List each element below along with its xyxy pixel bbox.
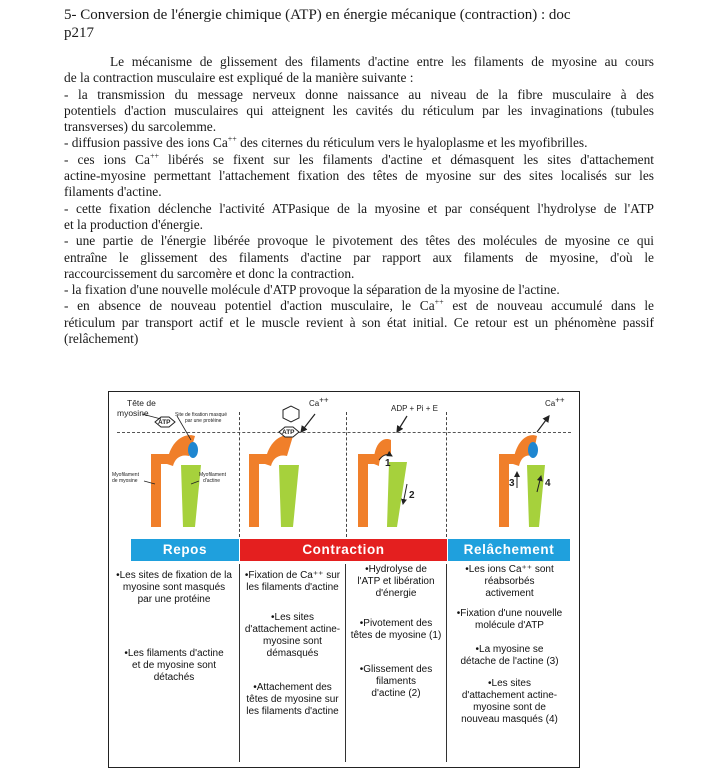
label-act-line-2: d'actine bbox=[203, 478, 221, 484]
contraction2-item-1 bbox=[348, 564, 444, 600]
p4-line-2: et la production d'énergie. bbox=[64, 216, 203, 232]
contraction1-item-1-line-1: •Fixation de Ca⁺⁺ sur bbox=[244, 570, 341, 581]
contraction1-item-3-line-3: les filaments d'actine bbox=[246, 706, 339, 717]
p3-line-1 bbox=[64, 152, 654, 168]
contraction1-item-2-line-1: •Les sites bbox=[271, 612, 314, 623]
p1-line-3: transverses) du sarcolemme. bbox=[64, 119, 217, 135]
contraction1-item-2-line-4: démasqués bbox=[266, 648, 319, 659]
contraction1-item-3 bbox=[242, 682, 343, 718]
contraction1-item-3-line-2: têtes de myosine sur bbox=[246, 694, 339, 705]
intro-line-1: Le mécanisme de glissement des filaments d'actine entre les filaments de myosine au cours bbox=[110, 54, 654, 69]
label-myo-line-1: Myofilament bbox=[112, 472, 139, 478]
p7-sup: ++ bbox=[434, 297, 444, 307]
relachement-item-3 bbox=[449, 644, 570, 668]
repos-item-1 bbox=[111, 570, 237, 606]
calcium-sup: ++ bbox=[555, 395, 565, 405]
panel-relachement-drawing bbox=[499, 416, 549, 527]
relachement-item-1-line-2: réabsorbés bbox=[484, 576, 535, 587]
repos-item-1-line-3: par une protéine bbox=[137, 594, 211, 605]
label-tete-myosine bbox=[117, 398, 156, 418]
myosin-filament bbox=[499, 454, 517, 527]
p7-line-1 bbox=[64, 298, 654, 314]
label-atp-2: ATP bbox=[282, 429, 295, 436]
step-number-1: 1 bbox=[385, 458, 391, 469]
contraction2-item-2 bbox=[348, 618, 444, 642]
calcium-arrow bbox=[301, 414, 315, 432]
band-contraction: Contraction bbox=[240, 539, 447, 561]
p5-line-1: - une partie de l'énergie libérée provoque le pivotement des têtes des molécules de myosine ce qui bbox=[64, 233, 654, 249]
myosin-filament bbox=[358, 454, 376, 527]
binding-site-protein bbox=[528, 442, 538, 458]
p7-text-a: - en absence de nouveau potentiel d'action musculaire, le Ca bbox=[64, 298, 435, 314]
column-contraction-1 bbox=[240, 564, 345, 764]
label-calcium-2 bbox=[545, 395, 565, 408]
label-calcium-1 bbox=[309, 395, 329, 408]
contraction1-item-2-line-3: myosine sont bbox=[263, 636, 322, 647]
calcium-reabsorb-arrow bbox=[537, 416, 549, 432]
p2-sup: ++ bbox=[227, 135, 237, 145]
p3-line-3: filaments d'actine. bbox=[64, 184, 162, 200]
p6-line-1: - la fixation d'une nouvelle molécule d'ATP provoque la séparation de la myosine de l'actine. bbox=[64, 282, 560, 298]
repos-item-1-line-1: •Les sites de fixation de la bbox=[116, 570, 232, 581]
contraction2-item-1-line-1: •Hydrolyse de bbox=[365, 564, 427, 575]
myosin-filament bbox=[249, 454, 267, 527]
repos-item-1-line-2: myosine sont masqués bbox=[122, 582, 226, 593]
label-tete-line-1: Tête de bbox=[127, 398, 156, 408]
p3-line-2: actine-myosine permettant l'attachement fixation des têtes de myosine sur des sites localisés sur les bbox=[64, 168, 654, 184]
step-number-2: 2 bbox=[409, 490, 415, 501]
step-number-3: 3 bbox=[509, 478, 515, 489]
p7-line-2: réticulum par transport actif et le muscle revient à son état initial. Ce retour est un phénomène passif bbox=[64, 314, 654, 330]
contraction1-item-1-line-2: les filaments d'actine bbox=[246, 582, 339, 593]
p5-line-2: entraîne le glissement des filaments d'actine par rapport aux filaments de myosine, d'où le bbox=[64, 249, 654, 265]
contraction1-item-1 bbox=[242, 570, 343, 594]
relachement-item-4-line-3: myosine sont de bbox=[473, 702, 546, 713]
label-act-line-1: Myofilament bbox=[199, 472, 226, 478]
section-title-line-1: 5- Conversion de l'énergie chimique (ATP) en énergie mécanique (contraction) : doc bbox=[64, 7, 571, 23]
label-adp-pi-e: ADP + Pi + E bbox=[391, 404, 438, 413]
actin-filament bbox=[527, 465, 545, 527]
actin-filament bbox=[181, 465, 201, 527]
relachement-item-3-line-2: détache de l'actine (3) bbox=[460, 656, 559, 667]
repos-item-2-line-3: détachés bbox=[153, 672, 195, 683]
label-site-line-2: par une protéine bbox=[185, 418, 222, 424]
relachement-item-2-line-1: •Fixation d'une nouvelle bbox=[456, 608, 563, 619]
contraction2-item-2-line-2: têtes de myosine (1) bbox=[350, 630, 442, 641]
contraction2-item-2-line-1: •Pivotement des bbox=[359, 618, 433, 629]
relachement-item-2 bbox=[449, 608, 570, 632]
p2-text-a: - diffusion passive des ions Ca bbox=[64, 135, 228, 151]
p7-line-3: (relâchement) bbox=[64, 331, 139, 347]
relachement-item-3-line-1: •La myosine se bbox=[475, 644, 544, 655]
p3-text-b: libérés se fixent sur les filaments d'actine et démasquent les sites d'attachement bbox=[158, 151, 654, 167]
slide-arrow bbox=[403, 484, 407, 504]
adp-arrow bbox=[397, 416, 407, 432]
calcium-sup: ++ bbox=[319, 395, 329, 405]
p5-line-3: raccourcissement du sarcomère et donc la contraction. bbox=[64, 265, 355, 281]
step-number-4: 4 bbox=[545, 478, 551, 489]
p7-text-b: est de nouveau accumulé dans le bbox=[443, 298, 654, 314]
label-myofilament-actine bbox=[199, 472, 226, 484]
repos-item-2-line-2: et de myosine sont bbox=[132, 660, 216, 671]
p3-text-a: - ces ions Ca bbox=[64, 151, 150, 167]
p2-text-b: des citernes du réticulum vers le hyaloplasme et les myofibrilles. bbox=[236, 135, 588, 151]
binding-site-protein bbox=[188, 442, 198, 458]
relachement-item-1-line-3: activement bbox=[485, 588, 534, 599]
p1-line-1: - la transmission du message nerveux donne naissance au niveau de la fibre musculaire à des bbox=[64, 86, 654, 102]
panel-contraction-drawing-1 bbox=[249, 406, 315, 527]
myosin-filament bbox=[151, 454, 169, 527]
relachement-item-4 bbox=[449, 678, 570, 726]
section-title-line-2: p217 bbox=[64, 25, 94, 41]
contraction2-item-3-line-1: •Glissement des bbox=[359, 664, 433, 675]
label-atp-1: ATP bbox=[158, 419, 171, 426]
contraction1-item-3-line-1: •Attachement des bbox=[253, 682, 332, 693]
repos-item-2 bbox=[111, 648, 237, 684]
p1-line-2: potentiels d'action musculaires qui atteignent les cavités du réticulum par les invaginations (tubules bbox=[64, 102, 654, 118]
section-title bbox=[64, 6, 664, 42]
relachement-item-1-line-1: •Les ions Ca⁺⁺ sont bbox=[465, 564, 554, 575]
relachement-item-2-line-2: molécule d'ATP bbox=[475, 620, 544, 631]
actin-filament bbox=[387, 462, 407, 527]
label-site-masque bbox=[175, 412, 227, 424]
contraction1-item-2-line-2: d'attachement actine- bbox=[244, 624, 341, 635]
actin-filament bbox=[279, 465, 299, 527]
repos-item-2-line-1: •Les filaments d'actine bbox=[124, 648, 224, 659]
p3-sup: ++ bbox=[149, 151, 159, 161]
contraction2-item-1-line-2: l'ATP et libération bbox=[357, 576, 435, 587]
calcium-text: Ca bbox=[309, 399, 320, 408]
label-myofilament-myosine bbox=[112, 472, 139, 484]
contraction2-item-3-line-2: filaments bbox=[375, 676, 416, 687]
label-myo-line-2: de myosine bbox=[112, 478, 138, 484]
label-site-line-1: Site de fixation masqué bbox=[175, 412, 227, 418]
relachement-item-1 bbox=[449, 564, 570, 600]
p2-line-1 bbox=[64, 135, 654, 151]
panel-repos-drawing bbox=[142, 414, 201, 527]
calcium-ion-marker bbox=[283, 406, 299, 422]
column-relachement bbox=[447, 564, 572, 764]
myosin-head bbox=[265, 435, 293, 466]
column-contraction-2 bbox=[346, 564, 446, 764]
contraction1-item-2 bbox=[242, 612, 343, 660]
panel-contraction-drawing-2 bbox=[358, 416, 407, 527]
label-tete-line-2: myosine bbox=[117, 408, 149, 418]
p4-line-1: - cette fixation déclenche l'activité ATPasique de la myosine et par conséquent l'hydrolyse de l'ATP bbox=[64, 200, 654, 216]
calcium-text: Ca bbox=[545, 399, 556, 408]
contraction2-item-3-line-3: d'actine (2) bbox=[371, 688, 421, 699]
relachement-item-4-line-1: •Les sites bbox=[488, 678, 531, 689]
contraction2-item-3 bbox=[348, 664, 444, 700]
contraction2-item-1-line-3: d'énergie bbox=[375, 588, 417, 599]
relachement-item-4-line-2: d'attachement actine- bbox=[461, 690, 558, 701]
column-repos bbox=[109, 564, 239, 764]
body-text bbox=[64, 54, 654, 347]
mechanism-figure bbox=[108, 391, 580, 768]
relachement-item-4-line-4: nouveau masqués (4) bbox=[461, 714, 558, 725]
band-repos: Repos bbox=[131, 539, 239, 561]
intro-line-2: de la contraction musculaire est expliqué de la manière suivante : bbox=[64, 70, 414, 86]
band-relachement: Relâchement bbox=[448, 539, 570, 561]
